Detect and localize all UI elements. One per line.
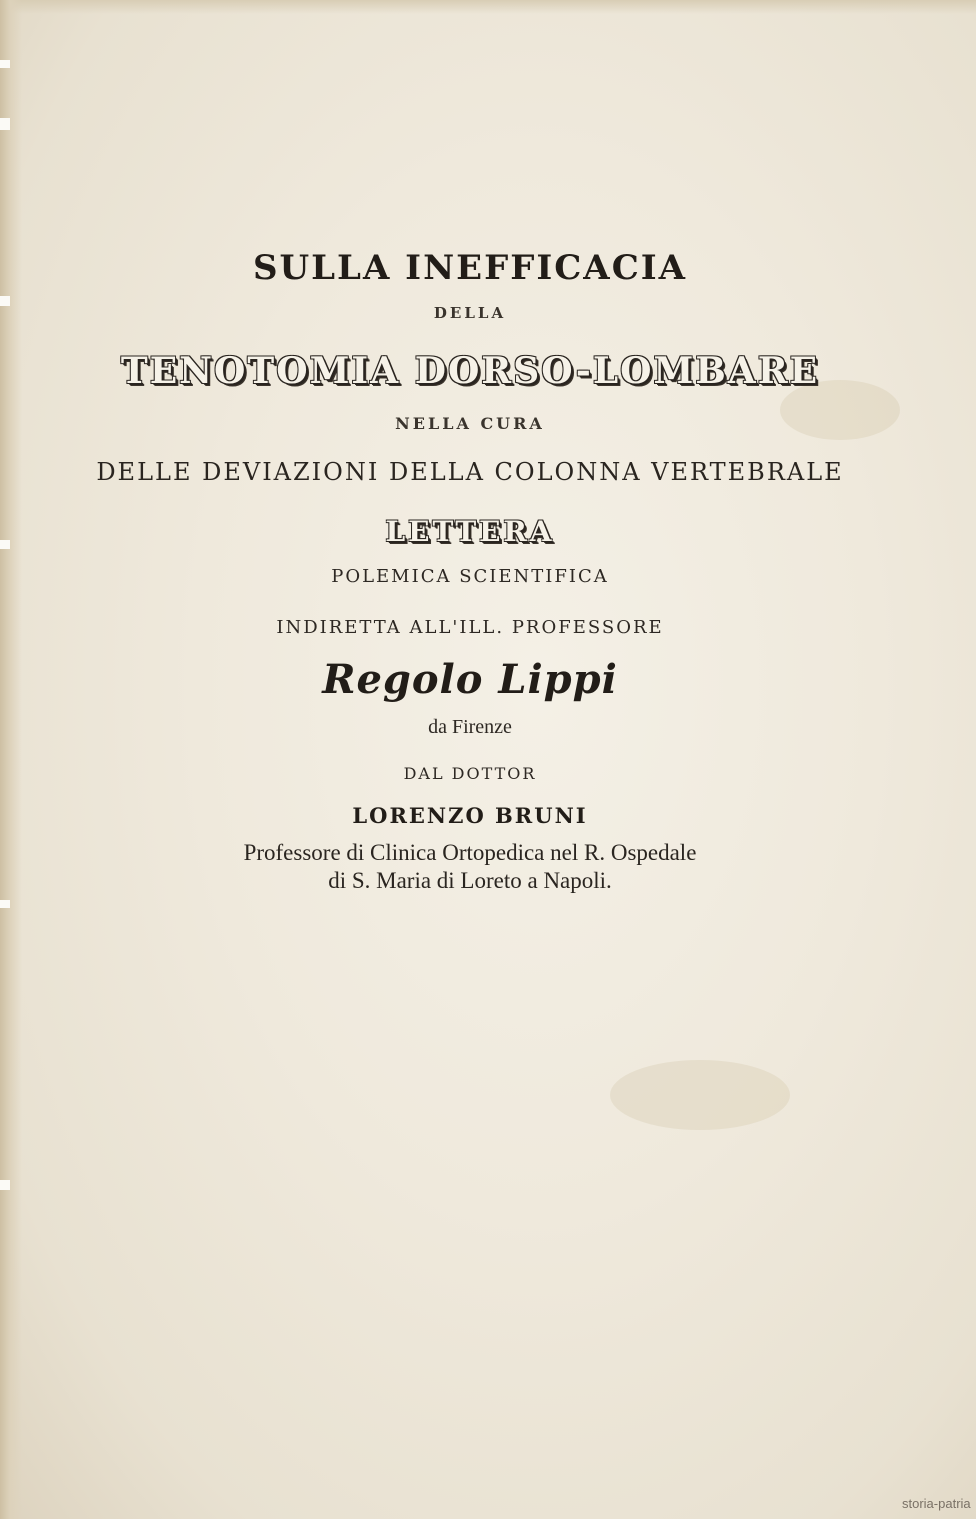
edge-notch bbox=[0, 118, 10, 130]
author-prefix: DAL DOTTOR bbox=[403, 764, 537, 783]
title-line-3: TENOTOMIA DORSO-LOMBARE bbox=[120, 350, 820, 392]
edge-notch bbox=[0, 60, 10, 68]
title-line-4: NELLA CURA bbox=[395, 414, 545, 433]
genre-subheading: POLEMICA SCIENTIFICA bbox=[331, 566, 609, 587]
dedication-line: INDIRETTA ALL'ILL. PROFESSORE bbox=[276, 617, 664, 638]
title-line-1: SULLA INEFFICACIA bbox=[252, 248, 688, 288]
watermark: storia-patria bbox=[902, 1496, 971, 1511]
title-line-2: DELLA bbox=[433, 304, 507, 322]
page-top-shadow bbox=[0, 0, 976, 14]
page-left-edge bbox=[0, 0, 22, 1519]
paper-stain bbox=[610, 1060, 790, 1130]
author-affiliation-1: Professore di Clinica Ortopedica nel R. Ospedale bbox=[243, 840, 697, 865]
edge-notch bbox=[0, 900, 10, 908]
author-affiliation-2: di S. Maria di Loreto a Napoli. bbox=[328, 868, 612, 893]
author-name: LORENZO BRUNI bbox=[352, 803, 588, 828]
genre-heading: LETTERA bbox=[385, 515, 555, 548]
title-line-5: DELLE DEVIAZIONI DELLA COLONNA VERTEBRALE bbox=[96, 458, 844, 486]
edge-notch bbox=[0, 1180, 10, 1190]
addressee-place: da Firenze bbox=[428, 716, 512, 738]
addressee-name: Regolo Lippi bbox=[322, 656, 618, 703]
